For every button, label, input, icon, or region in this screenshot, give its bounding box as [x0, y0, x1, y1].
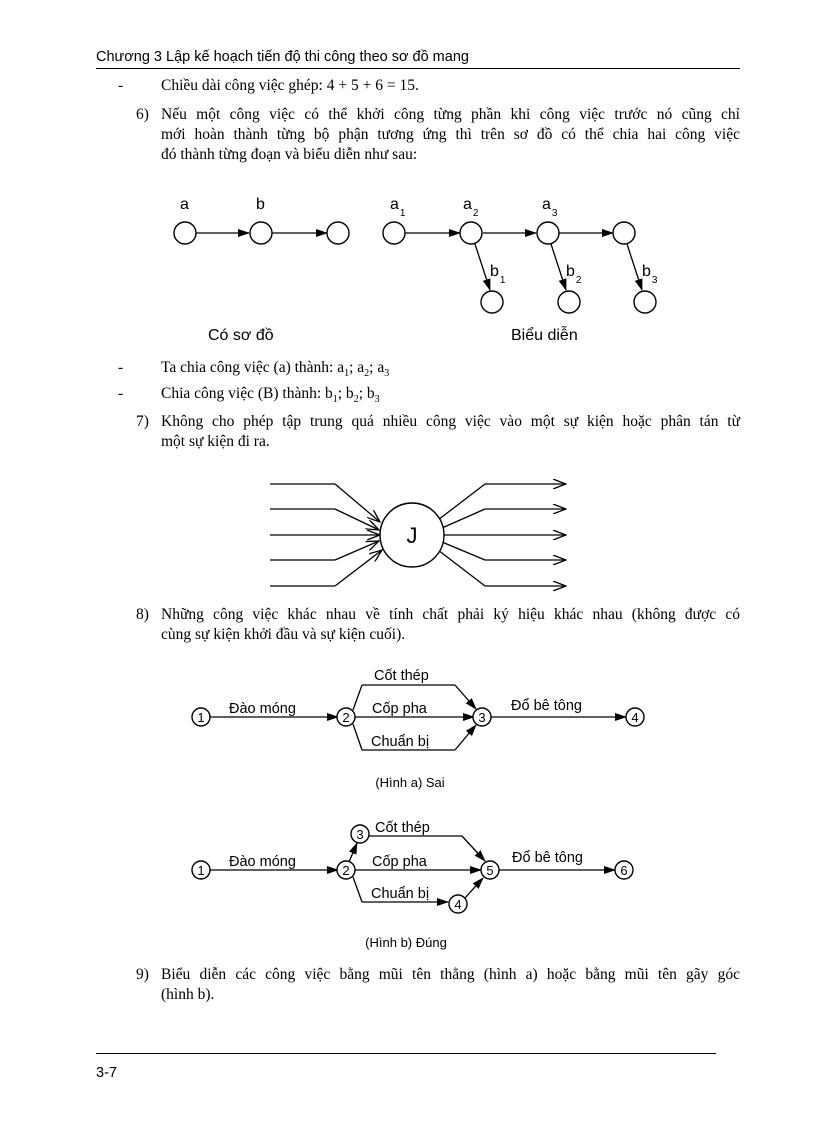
node-3-label: 3 — [478, 710, 486, 725]
header-rule — [96, 68, 740, 69]
label-dao-mong: Đào móng — [229, 701, 296, 717]
incoming-arrow — [335, 509, 379, 530]
label-do-be-tong: Đổ bê tông — [512, 850, 583, 866]
bullet-dash: - — [118, 77, 124, 94]
node-j-label: J — [406, 523, 418, 548]
event-node — [634, 291, 656, 313]
item-7-text — [161, 412, 740, 452]
label-cot-thep: Cốt thép — [375, 820, 430, 836]
arrow-b1 — [475, 244, 490, 290]
item-9-line-2: (hình b). — [161, 986, 215, 1003]
event-node — [613, 222, 635, 244]
node-4-label: 4 — [631, 710, 639, 725]
arrow-cot-thep — [353, 685, 362, 710]
item-9-number: 9) — [136, 966, 149, 983]
arrow-chuan-bi — [353, 877, 362, 902]
label-a3: $a_3$ — [542, 196, 558, 219]
item-9-line-1: Biểu diễn các công việc bằng mũi tên thẳng (hình a) hoặc bằng mũi tên gãy góc — [161, 966, 740, 983]
node-2-label: 2 — [342, 710, 350, 725]
label-cot-thep: Cốt thép — [374, 668, 429, 684]
figure-b-caption: (Hình b) Đúng — [365, 935, 447, 950]
split-work-diagram — [0, 190, 816, 350]
node-2-label: 2 — [342, 863, 350, 878]
label-b: b — [256, 196, 265, 213]
item-8-text — [161, 605, 740, 645]
item-8-number: 8) — [136, 606, 149, 623]
incoming-arrow — [335, 550, 382, 586]
arrow-b3 — [627, 244, 642, 290]
label-a: a — [180, 196, 189, 213]
label-cop-pha: Cốp pha — [372, 854, 427, 870]
item-7-number: 7) — [136, 413, 149, 430]
item-6-line-3: đó thành từng đoạn và biểu diễn như sau: — [161, 146, 418, 163]
event-node — [481, 291, 503, 313]
arrow-dummy — [465, 878, 483, 898]
arrow-chuan-bi — [353, 724, 362, 750]
event-node — [383, 222, 405, 244]
network-figure-a-wrong — [0, 660, 816, 790]
outgoing-arrow — [438, 484, 485, 520]
item-6-text — [161, 105, 740, 165]
node-3-label: 3 — [356, 827, 364, 842]
node-6-label: 6 — [620, 863, 628, 878]
node-1-label: 1 — [197, 863, 205, 878]
event-node — [174, 222, 196, 244]
footer-rule — [96, 1053, 716, 1054]
item-9-text — [161, 965, 740, 1005]
label-b1: $b_1$ — [490, 263, 506, 286]
label-chuan-bi: Chuẩn bị — [371, 886, 430, 902]
label-b2: $b_2$ — [566, 263, 582, 286]
event-node — [327, 222, 349, 244]
label-b3: $b_3$ — [642, 263, 658, 286]
item-7-line-2: một sự kiện đi ra. — [161, 433, 270, 450]
caption-combined: Có sơ đồ — [208, 327, 274, 344]
label-a2: $a_2$ — [463, 196, 479, 219]
item-8-line-1: Những công việc khác nhau về tính chất phải ký hiệu khác nhau (không được có — [161, 606, 740, 623]
event-node — [460, 222, 482, 244]
node-1-label: 1 — [197, 710, 205, 725]
item-6-line-2: mới hoàn thành từng bộ phận tương ứng thì trên sơ đồ có thể chia hai công việc — [161, 126, 740, 143]
figure-a-caption: (Hình a) Sai — [375, 775, 445, 790]
arrow-cot-thep — [462, 836, 485, 861]
incoming-arrow — [335, 484, 380, 522]
item-6-line-1: Nếu một công việc có thể khởi công từng phần khi công việc trước nó cũng chỉ — [161, 106, 740, 123]
arrow-chuan-bi — [455, 725, 476, 750]
label-cop-pha: Cốp pha — [372, 701, 427, 717]
network-figure-b-correct — [0, 815, 816, 950]
caption-represented: Biểu diễn — [511, 327, 578, 344]
arrow-cot-thep — [455, 685, 476, 709]
event-concentration-diagram — [0, 470, 816, 600]
event-node — [558, 291, 580, 313]
outgoing-arrow — [438, 550, 485, 586]
label-dao-mong: Đào móng — [229, 854, 296, 870]
arrow-dummy — [349, 843, 357, 862]
label-a1: $a_1$ — [390, 196, 406, 219]
bullet-dash: - — [118, 385, 124, 402]
item-6-number: 6) — [136, 106, 149, 123]
bullet-split-a: Ta chia công việc (a) thành: $a_1$; $a_2$; $a_3$ — [161, 359, 390, 380]
page-header: Chương 3 Lập kế hoạch tiến độ thi công theo sơ đồ mang — [96, 49, 469, 65]
bullet-dash: - — [118, 359, 124, 376]
node-4-label: 4 — [454, 897, 462, 912]
item-7-line-1: Không cho phép tập trung quá nhiều công việc vào một sự kiện hoặc phân tán từ — [161, 413, 740, 430]
bullet-split-b: Chia công việc (B) thành: $b_1$; $b_2$; $b_3$ — [161, 385, 380, 406]
page-number: 3-7 — [96, 1065, 117, 1081]
item-8-line-2: cùng sự kiện khởi đầu và sự kiện cuối). — [161, 626, 406, 643]
arrow-b2 — [551, 244, 566, 290]
event-node — [537, 222, 559, 244]
joined-length-line: Chiều dài công việc ghép: 4 + 5 + 6 = 15. — [161, 77, 419, 94]
event-node — [250, 222, 272, 244]
node-5-label: 5 — [486, 863, 494, 878]
label-do-be-tong: Đổ bê tông — [511, 698, 582, 714]
label-chuan-bi: Chuẩn bị — [371, 734, 430, 750]
